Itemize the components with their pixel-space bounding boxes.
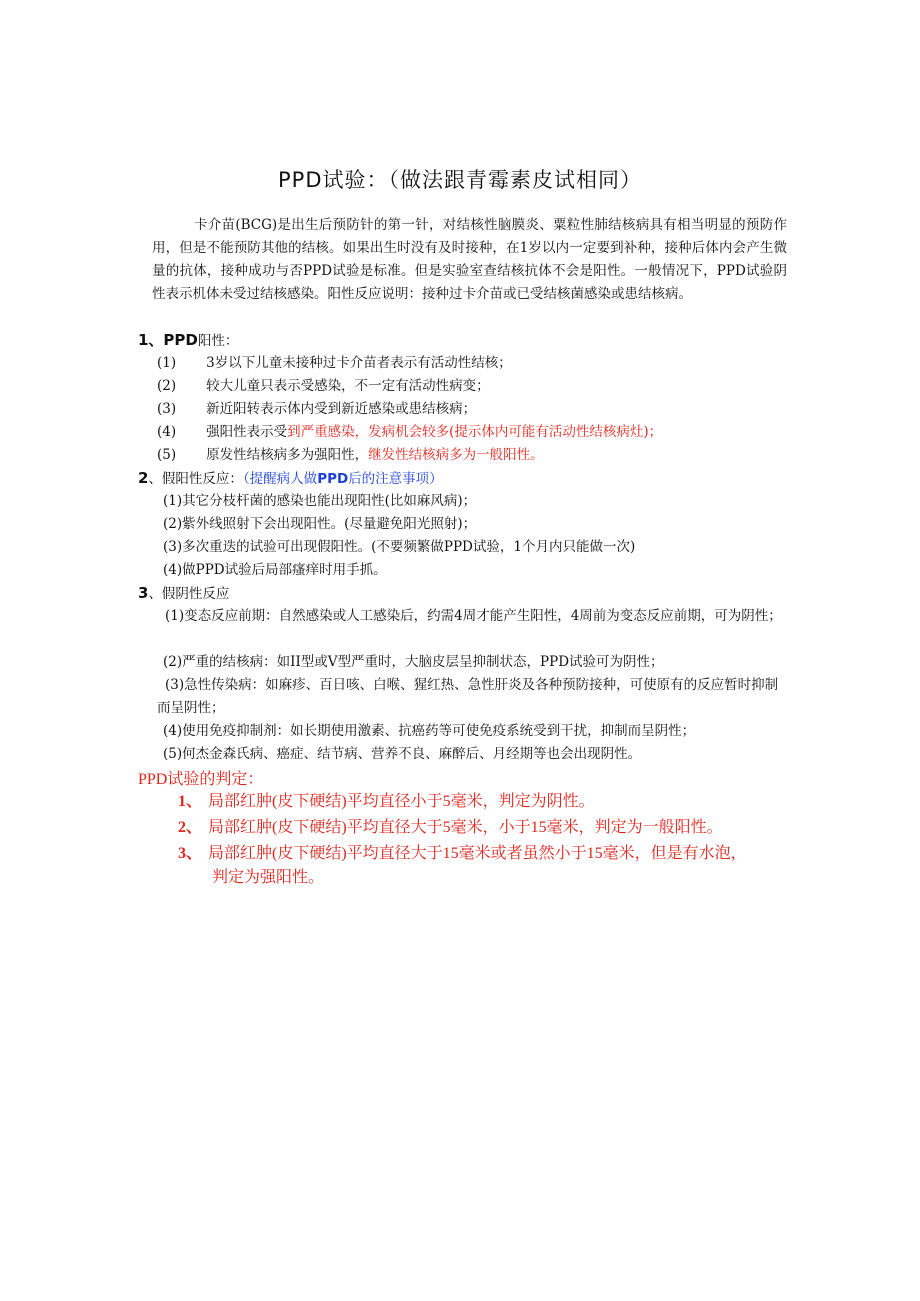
item-text: 较大儿童只表示受感染，不一定有活动性病变； bbox=[206, 378, 490, 394]
judgement-text: 局部红肿(皮下硬结)平均直径大于15毫米或者虽然小于15毫米，但是有水泡， bbox=[208, 845, 747, 862]
section-2-heading bbox=[138, 467, 443, 491]
section-1-label: 阳性： bbox=[197, 333, 239, 349]
item-text: 3岁以下儿童未接种过卡介苗者表示有活动性结核； bbox=[206, 355, 512, 371]
section-3-item-1: (1)变态反应前期：自然感染或人工感染后，约需4周才能产生阳性，4周前为变态反应前期，可为阴性； bbox=[165, 608, 782, 624]
judgement-text: 局部红肿(皮下硬结)平均直径大于5毫米，小于15毫米，判定为一般阳性。 bbox=[208, 819, 723, 836]
section-3-item-5: (5)何杰金森氏病、癌症、结节病、营养不良、麻醉后、月经期等也会出现阴性。 bbox=[163, 746, 642, 762]
section-3-item-4: (4)使用免疫抑制剂：如长期使用激素、抗癌药等可使免疫系统受到干扰，抑制而呈阴性； bbox=[163, 723, 696, 739]
judgement-item-1 bbox=[178, 790, 595, 814]
section-1-item-5 bbox=[157, 444, 544, 467]
section-1-heading bbox=[138, 329, 238, 353]
judgement-item-2 bbox=[178, 816, 723, 840]
item-text: 新近阳转表示体内受到新近感染或患结核病； bbox=[206, 401, 477, 417]
section-1-number: 1、PPD bbox=[138, 331, 198, 349]
section-2-label: 、假阳性反应： bbox=[148, 471, 243, 487]
section-2-item-1: (1)其它分枝杆菌的感染也能出现阳性(比如麻风病)； bbox=[163, 493, 477, 509]
item-text-highlight: 到严重感染，发病机会较多(提示体内可能有活动性结核病灶)； bbox=[287, 424, 663, 440]
section-1-item-2 bbox=[157, 375, 490, 398]
judgement-index: 1、 bbox=[178, 793, 203, 810]
judgement-title: PPD试验的判定： bbox=[138, 771, 264, 788]
item-index: (5) bbox=[157, 447, 177, 463]
judgement-index: 3、 bbox=[178, 845, 203, 862]
section-2-item-4: (4)做PPD试验后局部瘙痒时用手抓。 bbox=[163, 562, 387, 578]
section-1-item-3 bbox=[157, 398, 476, 421]
item-index: (2) bbox=[157, 378, 177, 394]
section-2-item-2: (2)紫外线照射下会出现阳性。(尽量避免阳光照射)； bbox=[163, 516, 477, 532]
item-text: 原发性结核病多为强阳性， bbox=[206, 447, 369, 463]
item-text-highlight: 继发性结核病多为一般阳性。 bbox=[368, 447, 544, 463]
section-2-item-3: (3)多次重迭的试验可出现假阳性。(不要频繁做PPD试验，1个月内只能做一次) bbox=[163, 539, 636, 555]
item-text: 强阳性表示受 bbox=[206, 424, 288, 440]
section-3-item-3: (3)急性传染病：如麻疹、百日咳、白喉、猩红热、急性肝炎及各种预防接种，可使原有的反应暂时抑制而呈阴性； bbox=[157, 677, 779, 716]
judgement-item-3-continuation: 判定为强阳性。 bbox=[212, 869, 325, 886]
section-3-number: 3 bbox=[138, 584, 149, 602]
section-3-heading bbox=[138, 582, 229, 606]
section-2-note: （提醒病人做PPD后的注意事项） bbox=[242, 471, 443, 487]
section-1-item-4 bbox=[157, 421, 662, 444]
item-index: (1) bbox=[157, 355, 177, 371]
section-2-number: 2 bbox=[138, 469, 149, 487]
section-3-item-2: (2)严重的结核病：如II型或V型严重时，大脑皮层呈抑制状态，PPD试验可为阴性； bbox=[163, 654, 664, 670]
intro-paragraph: 卡介苗(BCG)是出生后预防针的第一针，对结核性脑膜炎、粟粒性肺结核病具有相当明显的预防作用，但是不能预防其他的结核。如果出生时没有及时接种，在1岁以内一定要到补种，接种后体内会产生微量的抗体，接种成功与否PPD试验是标准。但是实验室查结核抗体不会是阳性。一般情况下，PPD试验阴性表示机体未受过结核感染。阳性反应说明：接种过卡介苗或已受结核菌感染或患结核病。 bbox=[152, 217, 787, 302]
judgement-index: 2、 bbox=[178, 819, 203, 836]
page-title: PPD试验：（做法跟青霉素皮试相同） bbox=[278, 168, 642, 192]
section-3-label: 、假阴性反应 bbox=[148, 586, 230, 602]
judgement-text: 局部红肿(皮下硬结)平均直径小于5毫米，判定为阴性。 bbox=[208, 793, 595, 810]
item-index: (4) bbox=[157, 424, 177, 440]
section-1-item-1 bbox=[157, 352, 512, 375]
judgement-item-3 bbox=[178, 842, 747, 866]
item-index: (3) bbox=[157, 401, 177, 417]
